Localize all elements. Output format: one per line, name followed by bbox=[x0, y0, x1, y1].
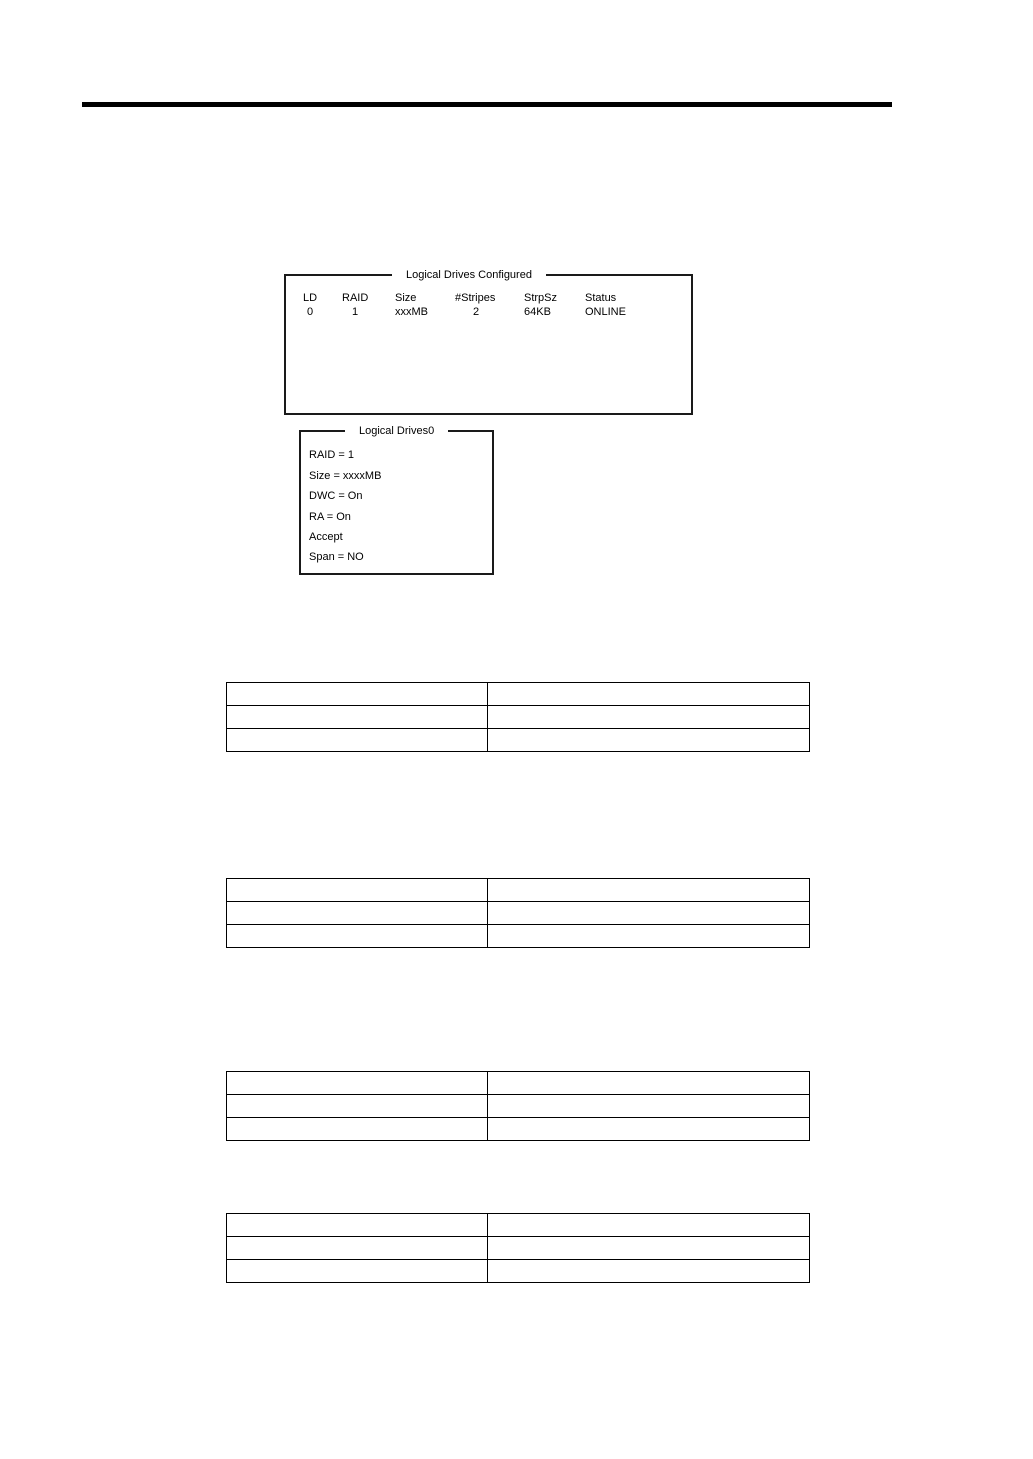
table-row bbox=[227, 706, 810, 729]
row-status: ONLINE bbox=[585, 306, 626, 318]
table-row bbox=[227, 1118, 810, 1141]
table-cell bbox=[227, 925, 488, 948]
table-cell bbox=[488, 1095, 810, 1118]
table-row bbox=[227, 1214, 810, 1237]
table-row bbox=[227, 902, 810, 925]
column-header-status: Status bbox=[585, 292, 617, 304]
table-cell bbox=[488, 1118, 810, 1141]
table-cell bbox=[488, 902, 810, 925]
table-cell bbox=[227, 879, 488, 902]
column-header-size: Size bbox=[395, 292, 417, 304]
table-cell bbox=[227, 1118, 488, 1141]
ra-setting[interactable]: RA = On bbox=[309, 511, 351, 523]
table-cell bbox=[488, 729, 810, 752]
row-stripes: 2 bbox=[473, 306, 480, 318]
settings-table-1 bbox=[226, 682, 810, 752]
table-cell bbox=[488, 1260, 810, 1283]
settings-table-2 bbox=[226, 878, 810, 948]
raid-setting[interactable]: RAID = 1 bbox=[309, 449, 354, 461]
row-size: xxxMB bbox=[395, 306, 428, 318]
table-cell bbox=[488, 683, 810, 706]
row-ld: 0 bbox=[307, 306, 314, 318]
table-row bbox=[227, 1095, 810, 1118]
table-cell bbox=[227, 1260, 488, 1283]
table-row bbox=[227, 683, 810, 706]
table-row bbox=[227, 1260, 810, 1283]
table-row bbox=[227, 729, 810, 752]
accept-option[interactable]: Accept bbox=[309, 531, 343, 543]
column-header-stripes: #Stripes bbox=[455, 292, 496, 304]
column-header-strpsz: StrpSz bbox=[524, 292, 558, 304]
table-cell bbox=[227, 1237, 488, 1260]
logical-drive-settings-panel bbox=[299, 425, 494, 575]
settings-table-4 bbox=[226, 1213, 810, 1283]
table-cell bbox=[488, 925, 810, 948]
column-header-ld: LD bbox=[303, 292, 318, 304]
table-cell bbox=[227, 1072, 488, 1095]
table-cell bbox=[227, 1214, 488, 1237]
table-cell bbox=[488, 706, 810, 729]
span-setting[interactable]: Span = NO bbox=[309, 551, 364, 563]
table-cell bbox=[227, 706, 488, 729]
table-row bbox=[227, 925, 810, 948]
logical-drives-configured-panel bbox=[284, 269, 693, 415]
table-cell bbox=[488, 879, 810, 902]
row-strpsz: 64KB bbox=[524, 306, 551, 318]
table-cell bbox=[227, 683, 488, 706]
table-cell bbox=[227, 902, 488, 925]
table-row bbox=[227, 879, 810, 902]
table-cell bbox=[227, 1095, 488, 1118]
row-raid: 1 bbox=[352, 306, 359, 318]
table-cell bbox=[488, 1237, 810, 1260]
table-cell bbox=[488, 1072, 810, 1095]
table-row bbox=[227, 1237, 810, 1260]
panel-title: Logical Drives0 bbox=[345, 423, 448, 439]
dwc-setting[interactable]: DWC = On bbox=[309, 490, 363, 502]
size-setting[interactable]: Size = xxxxMB bbox=[309, 470, 382, 482]
table-row bbox=[227, 1072, 810, 1095]
table-cell bbox=[227, 729, 488, 752]
column-header-raid: RAID bbox=[342, 292, 369, 304]
header-rule bbox=[82, 102, 892, 107]
settings-table-3 bbox=[226, 1071, 810, 1141]
panel-title: Logical Drives Configured bbox=[392, 267, 546, 283]
table-cell bbox=[488, 1214, 810, 1237]
